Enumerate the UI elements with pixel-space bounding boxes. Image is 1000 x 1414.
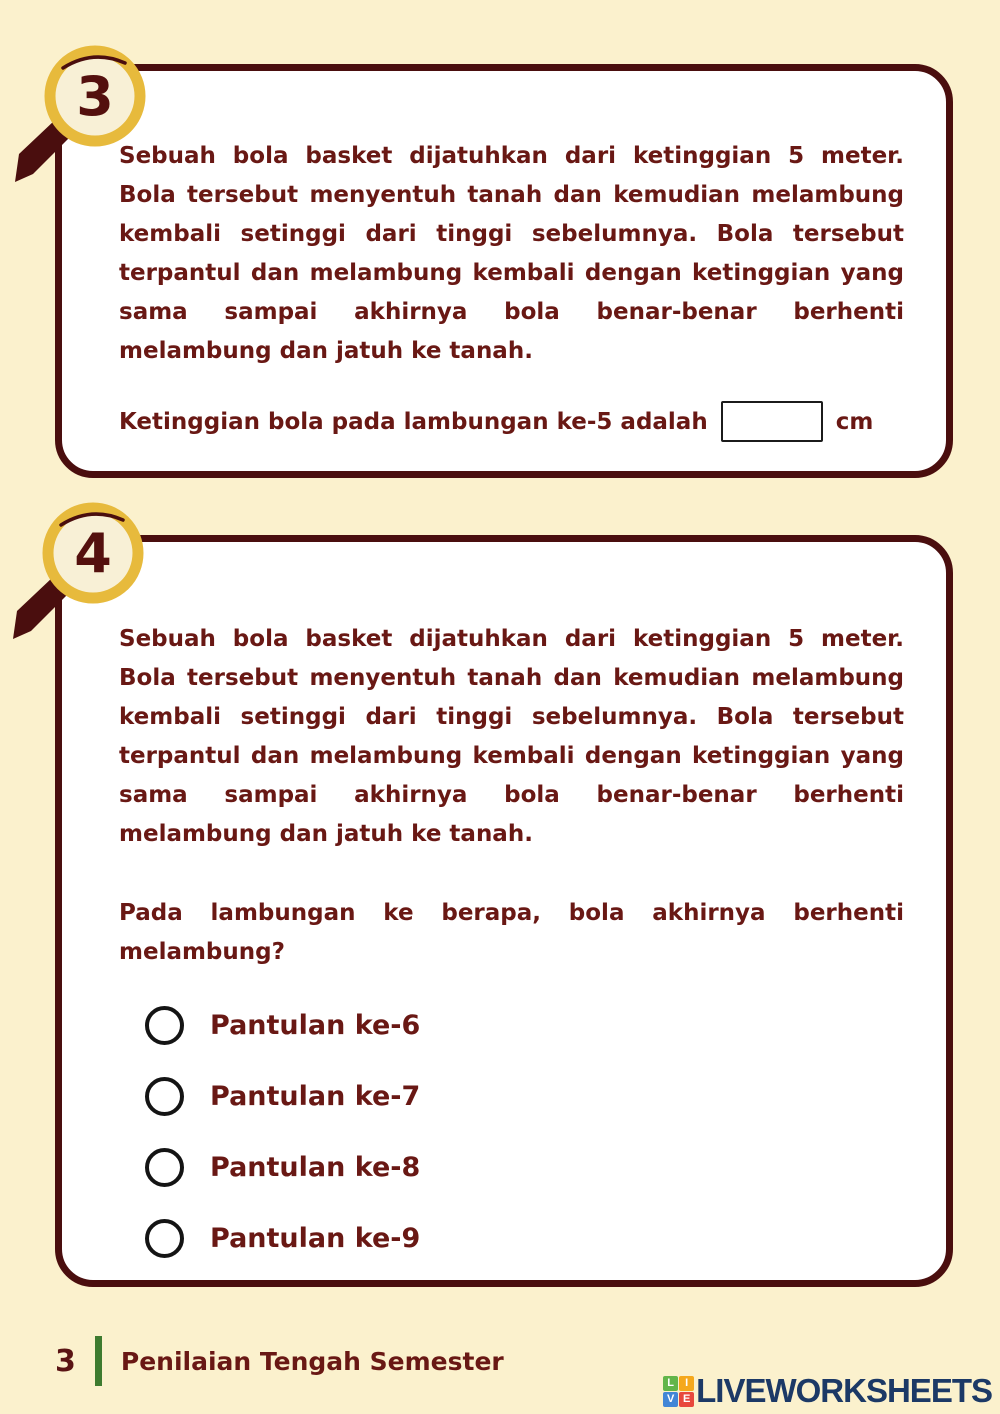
page-number: 3 [55, 1343, 76, 1379]
question-3-number: 3 [76, 65, 114, 128]
radio-button-icon[interactable] [145, 1006, 184, 1045]
options-list [145, 1006, 904, 1258]
question-4-number: 4 [74, 522, 112, 585]
option-label: Pantulan ke-8 [210, 1152, 421, 1183]
question-3-prompt-row [119, 401, 904, 442]
tile-l: L [663, 1376, 678, 1391]
option-pantulan-ke-9[interactable] [145, 1219, 904, 1258]
logo-tiles-icon [663, 1376, 694, 1407]
logo-wordmark: LIVEWORKSHEETS [696, 1372, 992, 1409]
radio-button-icon[interactable] [145, 1148, 184, 1187]
question-3-prompt: Ketinggian bola pada lambungan ke-5 adalah [119, 408, 708, 435]
radio-button-icon[interactable] [145, 1219, 184, 1258]
answer-input[interactable] [721, 401, 823, 442]
question-4-paragraph: Sebuah bola basket dijatuhkan dari ketinggian 5 meter. Bola tersebut menyentuh tanah dan kemudian melambung kembali setinggi dari tinggi sebelumnya. Bola tersebut terpantul dan melambung kembali dengan ketinggian yang sama sampai akhirnya bola benar-benar berhenti melambung dan jatuh ke tanah. [119, 626, 904, 847]
radio-button-icon[interactable] [145, 1077, 184, 1116]
footer-divider [95, 1336, 102, 1386]
liveworksheets-logo [663, 1372, 992, 1410]
page-footer [55, 1336, 504, 1386]
tile-i: I [679, 1376, 694, 1391]
footer-title: Penilaian Tengah Semester [120, 1346, 504, 1376]
magnifier-badge-icon [13, 22, 173, 202]
option-label: Pantulan ke-7 [210, 1081, 421, 1112]
option-pantulan-ke-6[interactable] [145, 1006, 904, 1045]
question-4-text: Pada lambungan ke berapa, bola akhirnya berhenti melambung? [119, 900, 904, 965]
tile-e: E [679, 1392, 694, 1407]
magnifier-badge-icon [11, 479, 171, 659]
question-3-card [55, 64, 953, 478]
tile-v: V [663, 1392, 678, 1407]
option-pantulan-ke-8[interactable] [145, 1148, 904, 1187]
unit-label: cm [835, 408, 874, 435]
option-label: Pantulan ke-9 [210, 1223, 421, 1254]
question-4-card [55, 535, 953, 1287]
option-label: Pantulan ke-6 [210, 1010, 421, 1041]
question-3-paragraph: Sebuah bola basket dijatuhkan dari ketinggian 5 meter. Bola tersebut menyentuh tanah dan kemudian melambung kembali setinggi dari tinggi sebelumnya. Bola tersebut terpantul dan melambung kembali dengan ketinggian yang sama sampai akhirnya bola benar-benar berhenti melambung dan jatuh ke tanah. [119, 143, 904, 364]
option-pantulan-ke-7[interactable] [145, 1077, 904, 1116]
